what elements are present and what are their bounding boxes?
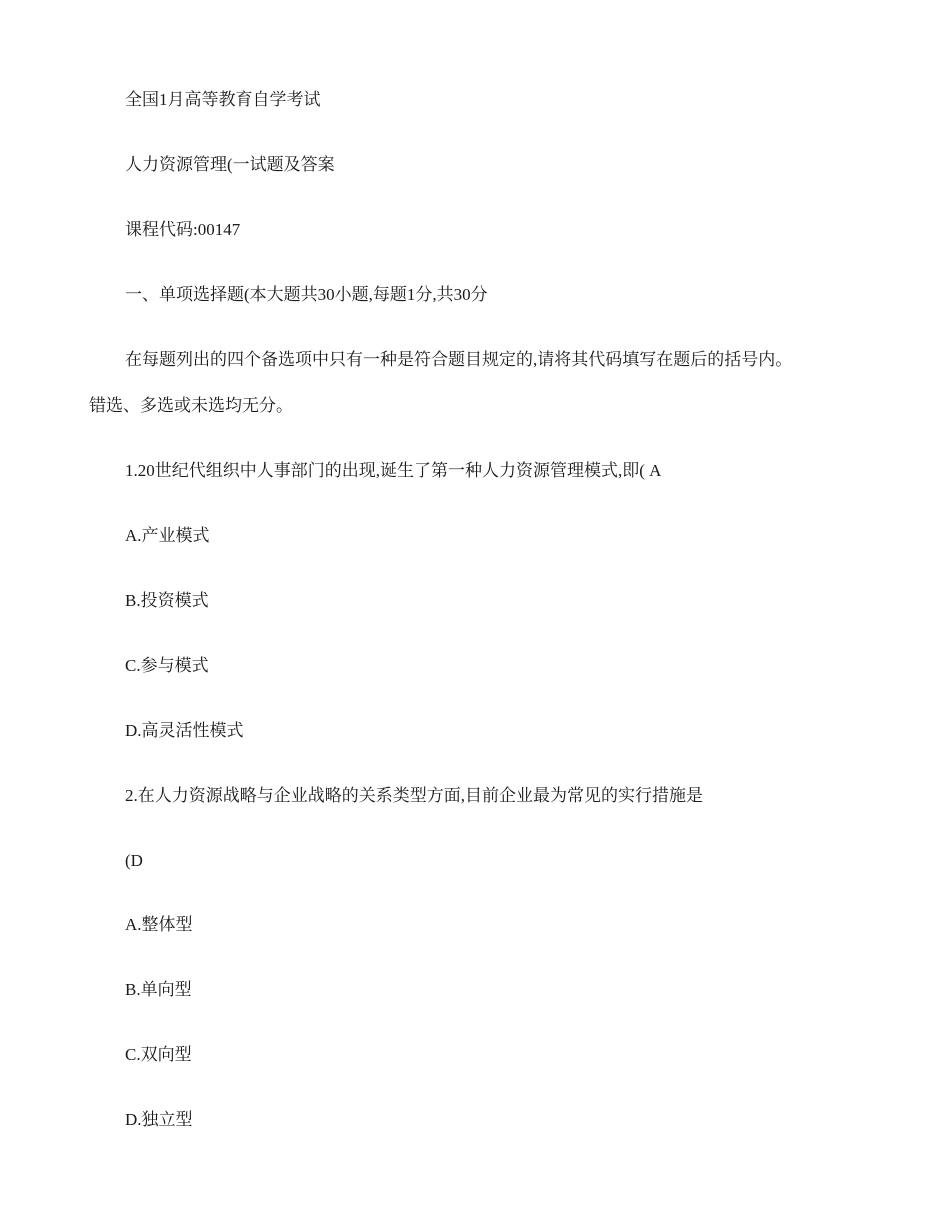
question-1-option-c: C.参与模式 bbox=[125, 656, 209, 675]
subject-title: 人力资源管理(一试题及答案 bbox=[125, 155, 335, 174]
question-2-option-a: A.整体型 bbox=[125, 915, 193, 934]
question-2-option-b: B.单向型 bbox=[125, 980, 192, 999]
question-2-stem-continued: (D bbox=[125, 851, 143, 870]
question-1-option-b: B.投资模式 bbox=[125, 591, 209, 610]
question-1-option-a: A.产业模式 bbox=[125, 526, 210, 545]
section-instruction-line2: 错选、多选或未选均无分。 bbox=[89, 396, 293, 415]
section-heading: 一、单项选择题(本大题共30小题,每题1分,共30分 bbox=[125, 285, 488, 304]
exam-title: 全国1月高等教育自学考试 bbox=[125, 90, 321, 109]
question-1-stem: 1.20世纪代组织中人事部门的出现,诞生了第一种人力资源管理模式,即( A bbox=[125, 461, 662, 480]
course-code: 课程代码:00147 bbox=[125, 220, 241, 239]
question-2-stem: 2.在人力资源战略与企业战略的关系类型方面,目前企业最为常见的实行措施是 bbox=[125, 786, 703, 805]
question-2-option-c: C.双向型 bbox=[125, 1045, 192, 1064]
section-instruction-line1: 在每题列出的四个备选项中只有一种是符合题目规定的,请将其代码填写在题后的括号内。 bbox=[125, 350, 793, 369]
question-2-option-d: D.独立型 bbox=[125, 1110, 193, 1129]
question-1-option-d: D.高灵活性模式 bbox=[125, 721, 244, 740]
